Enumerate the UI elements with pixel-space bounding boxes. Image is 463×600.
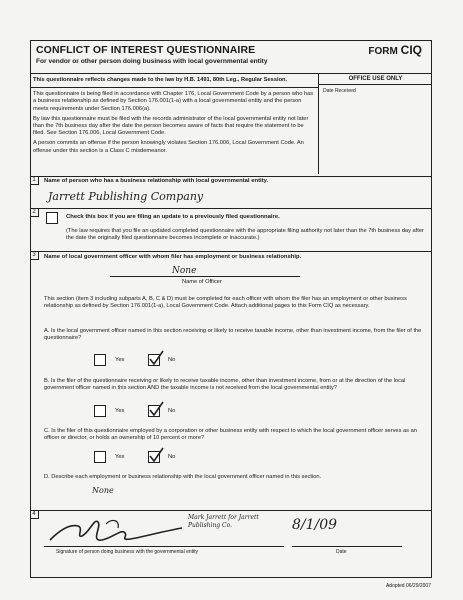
officer-name-caption: Name of Officer: [182, 279, 222, 285]
question-c: C. Is the filer of this questionnaire employed by a corporation or other business entity with respect to which the local government officer serves as an officer or director, or holds an ownership of 10 percent or more?: [44, 428, 417, 442]
business-name-field[interactable]: Jarrett Publishing Company: [48, 190, 204, 203]
section-3-label: Name of local government officer with whom filer has employment or business relationship.: [44, 254, 302, 260]
section-1-number: 1: [30, 176, 39, 185]
question-a-yes-label: Yes: [115, 357, 125, 363]
question-b: B. Is the filer of the questionnaire receiving or likely to receive taxable income, other than investment income, from or at the direction of the local government officer named in this section AND the taxable income is not received from the local governmental entity?: [44, 378, 406, 392]
question-b-no-label: No: [168, 408, 176, 414]
checkmark-icon: [148, 401, 164, 417]
question-c-yes-label: Yes: [115, 454, 125, 460]
date-caption: Date: [336, 549, 347, 555]
office-use-heading: OFFICE USE ONLY: [319, 74, 432, 85]
intro-block: [33, 77, 316, 158]
section-divider: [30, 176, 432, 177]
signer-note: Mark Jarrett for Jarrett Publishing Co.: [188, 514, 259, 529]
form-title: CONFLICT OF INTEREST QUESTIONNAIRE: [36, 44, 256, 56]
intro-divider: [30, 87, 319, 88]
signature-date-field[interactable]: 8/1/09: [292, 517, 338, 533]
section-4-number: 4: [30, 510, 39, 519]
section-2-label: Check this box if you are filing an update to a previously filed questionnaire.: [66, 214, 280, 220]
question-a-no-label: No: [168, 357, 176, 363]
intro-reflects: This questionnaire reflects changes made to the law by H.B. 1491, 80th Leg., Regular Session.: [33, 77, 288, 83]
intro-p2: By law this questionnaire must be filed with the records administrator of the local governmental entity not later than the 7th business day after the date the person becomes aware of facts that require the statement to be filed. See Section 176.006, Local Government Code.: [33, 115, 309, 137]
question-c-no-checkbox[interactable]: [148, 451, 160, 463]
signature-line: [44, 546, 284, 547]
officer-name-line: [110, 276, 300, 277]
section-divider: [30, 208, 432, 209]
question-a-no-checkbox[interactable]: [148, 354, 160, 366]
form-code: [368, 43, 422, 57]
section-3-instructions: This section (item 3 including subparts A, B, C & D) must be completed for each officer with whom the filer has an employment or other business relationship as defined by Section 176.001(1-a), Local Government Code. Attach additional pages to this Form CIQ as necessary.: [44, 296, 407, 310]
intro-p1: This questionnaire is being filed in accordance with Chapter 176, Local Government Code by a person who has a business relationship as defined by Section 176.001(1-a) with a local governmental entity and the person meets requirements under Section 176.006(a).: [33, 91, 314, 112]
date-line: [292, 546, 402, 547]
question-c-yes-checkbox[interactable]: [94, 451, 106, 463]
question-b-no-checkbox[interactable]: [148, 405, 160, 417]
checkmark-icon: [148, 447, 164, 463]
update-checkbox[interactable]: [46, 212, 58, 224]
question-a-yes-checkbox[interactable]: [94, 354, 106, 366]
question-d: D. Describe each employment or business relationship with the local government officer named in this section.: [44, 474, 322, 480]
form-header: [30, 40, 432, 74]
question-a: A. Is the local government officer named in this section receiving or likely to receive taxable income, other than investment income, from the filer of the questionnaire?: [44, 328, 422, 342]
signature-caption: Signature of person doing business with the governmental entity: [56, 549, 199, 555]
question-b-yes-label: Yes: [115, 408, 125, 414]
form-code-value: CIQ: [400, 43, 422, 57]
section-1-label: Name of person who has a business relationship with local governmental entity.: [44, 178, 269, 184]
question-d-answer[interactable]: None: [92, 486, 114, 495]
section-divider: [30, 510, 432, 511]
question-c-no-label: No: [168, 454, 176, 460]
office-use-box: [318, 74, 432, 174]
date-received-label: Date Received: [323, 88, 356, 94]
checkmark-icon: [148, 350, 164, 366]
adopted-date: Adopted 06/29/2007: [385, 583, 431, 589]
intro-p3: A person commits an offense if the person knowingly violates Section 176.006, Local Government Code. An offense under this section is a Class C misdemeanor.: [33, 140, 304, 154]
section-divider: [30, 251, 432, 252]
section-2-note: (The law requires that you file an updated completed questionnaire with the appropriate filing authority not later than the 7th business day after the date the originally filed questionnaire becomes incomplete or inaccurate.): [66, 228, 424, 242]
officer-name-field[interactable]: None: [172, 266, 197, 276]
question-b-yes-checkbox[interactable]: [94, 405, 106, 417]
section-3-number: 3: [30, 251, 39, 260]
form-code-label: FORM: [368, 46, 398, 57]
form-subtitle: For vendor or other person doing business with local governmental entity: [36, 58, 268, 65]
section-2-number: 2: [30, 208, 39, 217]
signature-graphic[interactable]: [46, 512, 186, 546]
